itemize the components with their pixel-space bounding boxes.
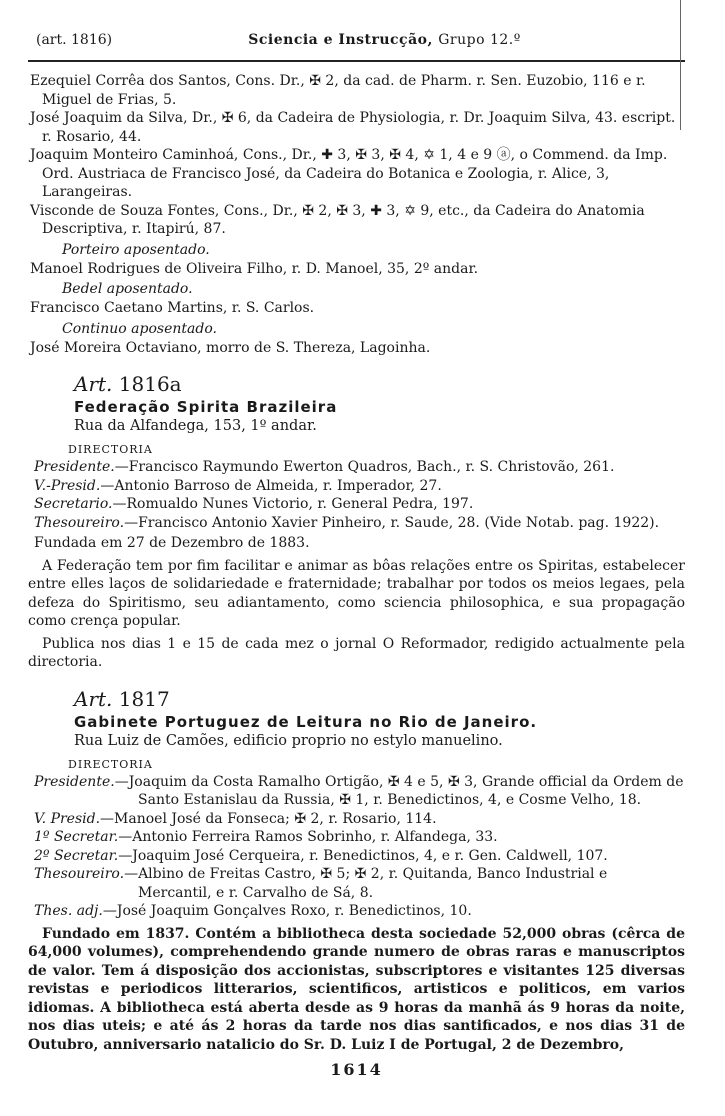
officer-entry [28,828,685,847]
officer-entry [28,514,685,533]
officer-entry [28,495,685,514]
officer-text: —Francisco Raymundo Ewerton Quadros, Bach., r. S. Christovão, 261. [114,459,615,475]
officer-role: 1º Secretar. [34,829,119,845]
faculty-entry: Ezequiel Corrêa dos Santos, Cons. Dr., ✠ 2, da cad. de Pharm. r. Sen. Euzobio, 116 e r. Miguel de Frias, 5. [30,73,646,108]
page-edge-line [680,0,681,130]
header-running-title [248,32,521,48]
faculty-entry: Visconde de Souza Fontes, Cons., Dr., ✠ 2, ✠ 3, ✚ 3, ✡ 9, etc., da Cadeira do Anatomia Descriptiva, r. Itapirú, 87. [30,202,645,237]
retired-heading: Continuo aposentado. [62,320,217,337]
article-number [28,371,685,397]
faculty-list [28,72,685,239]
institution-name: Gabinete Portuguez de Leitura no Rio de Janeiro. [74,712,538,731]
officer-text: —Joaquim da Costa Ramalho Ortigão, ✠ 4 e 5, ✠ 3, Grande official da Ordem de Santo Estanislau da Russia, ✠ 1, r. Benedictinos, 4, e Cosme Velho, 18. [114,773,684,808]
officer-role: Thesoureiro. [34,514,125,531]
officer-role: 2º Secretar. [34,847,119,864]
officer-text: —Antonio Ferreira Ramos Sobrinho, r. Alfandega, 33. [118,829,498,845]
officer-entry [28,477,685,496]
officer-text: —Albino de Freitas Castro, ✠ 5; ✠ 2, r. Quitanda, Banco Industrial e Mercantil, e r. Carvalho de Sá, 8. [124,866,608,901]
officer-entry [28,810,685,829]
retired-entry: José Moreira Octaviano, morro de S. Thereza, Lagoinha. [30,339,431,356]
directoria-heading: DIRECTORIA [68,757,153,771]
running-title-text: Sciencia e Instrucção, [248,32,433,48]
officer-text: —Antonio Barroso de Almeida, r. Imperador, 27. [100,477,442,494]
retired-entry: Manoel Rodrigues de Oliveira Filho, r. D. Manoel, 35, 2º andar. [30,260,479,277]
header-article-ref: (art. 1816) [36,32,113,48]
retired-entry: Francisco Caetano Martins, r. S. Carlos. [30,300,315,316]
officer-role: V. Presid. [34,810,101,827]
officer-entry [28,902,685,921]
officer-text: —Romualdo Nunes Victorio, r. General Pedra, 197. [112,496,474,512]
institution-address: Rua da Alfandega, 153, 1º andar. [74,418,317,434]
officer-entry [28,847,685,866]
officer-role: Presidente. [34,459,115,475]
running-title-group: Grupo 12.º [438,32,521,48]
officer-role: Secretario. [34,496,113,512]
faculty-entry: José Joaquim da Silva, Dr., ✠ 6, da Cadeira de Physiologia, r. Dr. Joaquim Silva, 43. escript. r. Rosario, 44. [30,110,676,145]
retired-staff [28,241,685,358]
page-number: 1614 [330,1060,383,1079]
header-rule [28,60,685,62]
officer-entry [28,458,685,477]
institution-address: Rua Luiz de Camões, edificio proprio no estylo manuelino. [74,732,503,749]
article-1817 [28,686,685,1055]
article-number [28,686,685,712]
officer-entry [28,865,685,902]
retired-heading: Porteiro aposentado. [62,241,210,258]
page-header [28,32,685,54]
officer-role: Thesoureiro. [34,866,125,882]
officer-text: —José Joaquim Gonçalves Roxo, r. Benedictinos, 10. [102,903,472,919]
article-label: Art. [74,372,113,396]
faculty-entry: Joaquim Monteiro Caminhoá, Cons., Dr., ✚ 3, ✠ 3, ✠ 4, ✡ 1, 4 e 9 ⓐ, o Commend. da Imp. Ord. Austriaca de Francisco José, da Cadeira do Botanica e Zoologia, r. Alice, 3, Larangeiras. [30,147,668,200]
officer-entry [28,773,685,810]
description-paragraph: Publica nos dias 1 e 15 de cada mez o jornal O Reformador, redigido actualmente pela directoria. [28,635,685,670]
article-1816a [28,371,685,672]
article-number-value: 1817 [118,686,170,711]
officer-text: —Manoel José da Fonseca; ✠ 2, r. Rosario, 114. [100,810,437,827]
officer-role: Presidente. [34,773,115,790]
article-label: Art. [74,686,113,711]
officer-role: Thes. adj. [34,903,103,919]
description-paragraph: Fundado em 1837. Contém a bibliotheca desta sociedade 52,000 obras (cêrca de 64,000 volumes), comprehendendo grande numero de obras raras e manuscriptos de valor. Tem á disposição dos accionistas, subscriptores e visitantes 125 diversas revistas e periodicos litterarios, scientificos, artisticos e politicos, em varios idiomas. A bibliotheca está aberta desde as 9 horas da manhã ás 9 horas da noite, nos dias uteis; e até ás 2 horas da tarde nos dias santificados, e nos dias 31 de Outubro, anniversario natalicio do Sr. D. Luiz I de Portugal, 2 de Dezembro, [28,925,685,1053]
founded-line: Fundada em 27 de Dezembro de 1883. [34,535,310,551]
article-number-value: 1816a [118,372,182,396]
institution-name: Federação Spirita Brazileira [74,398,338,416]
officer-text: —Francisco Antonio Xavier Pinheiro, r. Saude, 28. (Vide Notab. pag. 1922). [124,514,660,531]
officer-text: —Joaquim José Cerqueira, r. Benedictinos, 4, e r. Gen. Caldwell, 107. [118,847,608,864]
directoria-heading: DIRECTORIA [68,443,153,456]
description-paragraph: A Federação tem por fim facilitar e animar as bôas relações entre os Spiritas, estabelecer entre elles laços de solidariedade e fraternidade; trabalhar por todos os meios legaes, pela defeza do Spiritismo, seu adiantamento, como sciencia philosophica, e sua propagação como crença popular. [28,557,685,629]
retired-heading: Bedel aposentado. [62,281,193,297]
officer-role: V.-Presid. [34,477,101,494]
